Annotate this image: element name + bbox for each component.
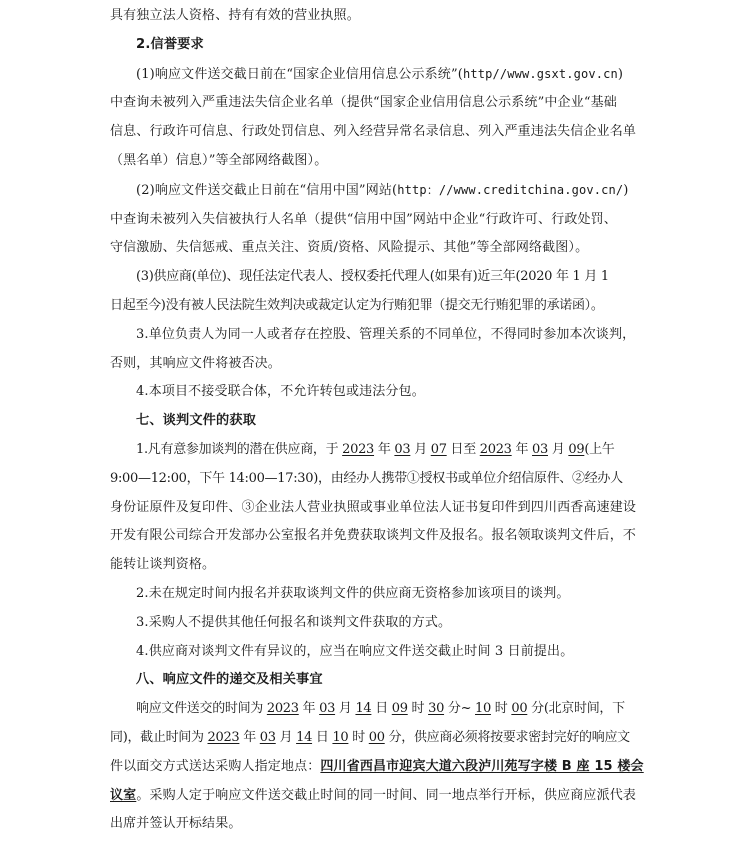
item-3-line-2: 否则，其响应文件将被否决。 [110,355,281,371]
text-segment: 响应文件送交的时间为 [136,701,267,717]
submit-year: 2023 [266,701,299,717]
start-day: 07 [430,441,447,457]
credit-item-2-line-1 [110,176,658,206]
section-8-line-5: 出席并签认开标结果。 [110,816,242,832]
text-segment: 件以面交方式送达采购人指定地点： [110,758,321,774]
credit-item-3-line-2: 日起至今)没有被人民法院生效判决或裁定认定为行贿犯罪（提交无行贿犯罪的承诺函）。 [110,297,604,313]
end-month: 03 [532,441,548,457]
item-3-line-1: 3.单位负责人为同一人或者存在控股、管理关系的不同单位，不得同时参加本次谈判， [136,326,636,342]
item-4-line: 4.本项目不接受联合体，不允许转包或违法分包。 [136,384,425,400]
deadline-minute: 00 [368,729,385,745]
text-segment: 时 [407,701,429,717]
submit-start-hour: 09 [391,701,408,717]
section-8-heading: 八、响应文件的递交及相关事宜 [136,672,323,688]
end-day: 09 [568,441,585,457]
text-segment: 时 [348,729,369,745]
credit-item-1-line-1 [110,60,658,90]
text-segment: 。采购人定于响应文件送交截止时间的同一时间、同一地点举行开标，供应商应派代表 [136,787,637,803]
credit-requirements-heading: 2.信誉要求 [136,36,204,52]
submit-day: 14 [355,701,372,717]
section-7-heading: 七、谈判文件的获取 [136,413,257,429]
section-8-line-1 [110,695,658,724]
start-month: 03 [394,441,411,457]
venue-address-end: 议室 [110,787,137,803]
venue-address: 四川省西昌市迎宾大道六段泸川苑写字楼 B 座 15 楼会 [320,758,644,774]
text-segment: 分，供应商必须将按要求密封完好的响应文 [384,729,630,745]
section-7-item-3: 3.采购人不提供其他任何报名和谈判文件获取的方式。 [136,614,452,630]
text-segment: ) [617,66,624,82]
credit-item-1-line-2: 中查询未被列入严重违法失信企业名单（提供“国家企业信用信息公示系统”中企业“基础 [110,95,617,111]
start-year: 2023 [342,441,375,457]
deadline-month: 03 [259,729,276,745]
creditchina-url: http：//www.creditchina.gov.cn/ [397,182,624,197]
text-segment: ) [623,182,629,198]
text-segment: 月 [335,701,356,717]
section-8-line-4 [110,782,658,811]
text-segment: 年 [239,729,260,745]
gsxt-url: http//www.gsxt.gov.cn [462,66,618,81]
text-segment: 分(北京时间，下 [527,701,625,717]
text-segment: (2)响应文件送交截止日前在“信用中国”网站( [136,182,398,198]
submit-month: 03 [319,701,336,717]
credit-item-2-line-3: 守信激励、失信惩戒、重点关注、资质/资格、风险提示、其他”等全部网络截图）。 [110,240,589,256]
text-segment: 日 [312,729,333,745]
text-segment: 年 [511,441,533,457]
credit-item-3-line-1: (3)供应商(单位)、现任法定代表人、授权委托代理人(如果有)近三年(2020 年 1 月 1 [136,269,609,285]
text-segment: 同)，截止时间为 [110,729,208,745]
text-segment: 月 [547,441,569,457]
section-7-item-1-line-3: 身份证原件及复印件、③企业法人营业执照或事业单位法人证书复印件到四川西香高速建设 [110,499,637,515]
section-8-line-3 [110,753,658,782]
text-segment: 日 [371,701,392,717]
credit-item-2-line-2: 中查询未被列入失信被执行人名单（提供“信用中国”网站中企业“行政许可、行政处罚、 [110,211,617,227]
text-segment: 年 [298,701,320,717]
text-segment: 分~ [444,701,476,717]
text-segment: 年 [374,441,395,457]
submit-end-minute: 00 [511,701,528,717]
credit-item-1-line-4: （黑名单）信息）”等全部网络截图）。 [110,152,328,168]
deadline-hour: 10 [332,729,349,745]
text-segment: (上午 [584,441,615,457]
section-7-item-2: 2.未在规定时间内报名并获取谈判文件的供应商无资格参加该项目的谈判。 [136,585,570,601]
text-segment: 时 [490,701,512,717]
deadline-year: 2023 [207,729,240,745]
section-8-line-2 [110,724,658,753]
text-segment: 月 [410,441,431,457]
submit-start-minute: 30 [428,701,445,717]
section-7-item-1-line-2: 9:00—12:00，下午 14:00—17:30)，由经办人携带①授权书或单位介绍信原件、②经办人 [110,470,623,486]
qualification-line: 具有独立法人资格、持有有效的营业执照。 [110,8,360,23]
text-segment: 日至 [446,441,480,457]
text-segment: 1.凡有意参加谈判的潜在供应商，于 [136,441,343,457]
deadline-day: 14 [296,729,313,745]
text-segment: (1)响应文件送交截日前在“国家企业信用信息公示系统”( [136,66,463,82]
submit-end-hour: 10 [475,701,491,717]
credit-item-1-line-3: 信息、行政许可信息、行政处罚信息、列入经营异常名录信息、列入严重违法失信企业名单 [110,124,637,140]
section-7-item-1-line-1 [110,436,658,465]
end-year: 2023 [479,441,512,457]
section-7-item-1-line-5: 能转让谈判资格。 [110,557,216,573]
section-7-item-1-line-4: 开发有限公司综合开发部办公室报名并免费获取谈判文件及报名。报名领取谈判文件后，不 [110,528,637,544]
section-7-item-4: 4.供应商对谈判文件有异议的，应当在响应文件送交截止时间 3 日前提出。 [136,643,574,659]
text-segment: 月 [275,729,297,745]
